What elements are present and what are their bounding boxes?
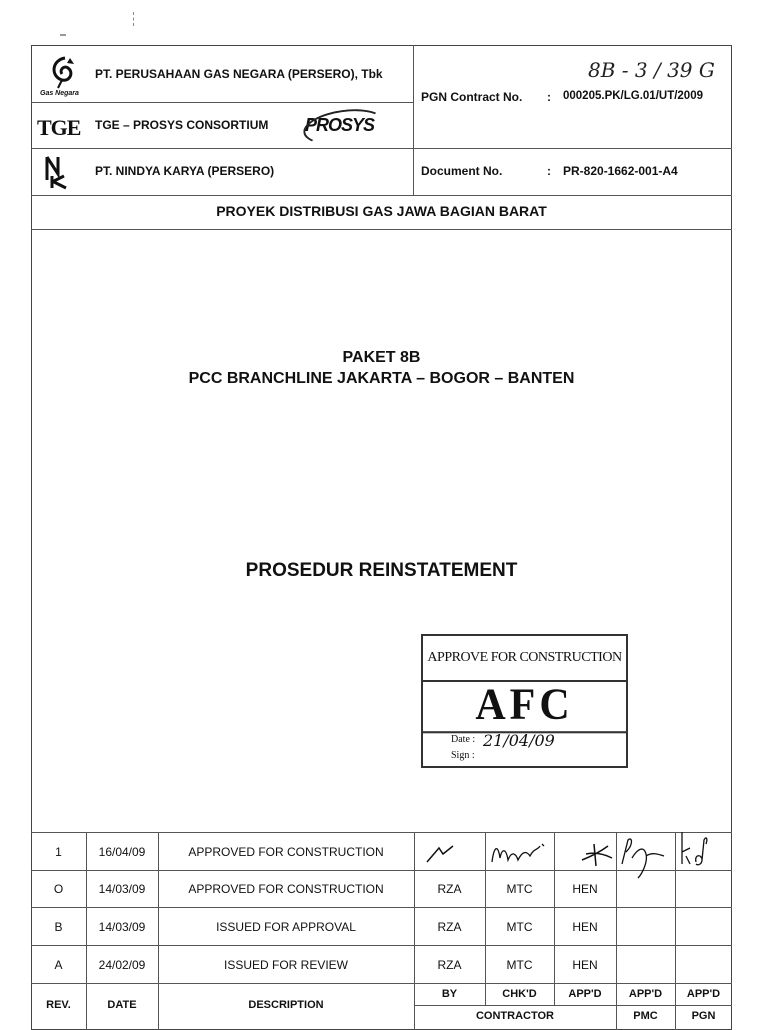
pgn-logo-text: Gas Negara [40,90,79,97]
checked-cell: MTC [506,882,533,896]
contract-separator: : [547,90,551,104]
rev-cell: 1 [55,845,62,859]
date-cell: 14/03/09 [98,882,146,896]
scan-mark [60,34,66,36]
divider [31,195,732,196]
rev-col-line [485,832,486,1005]
rev-table-top [31,832,732,833]
company-pgn: PT. PERUSAHAAN GAS NEGARA (PERSERO), Tbk [95,67,383,81]
description-cell: ISSUED FOR APPROVAL [216,920,356,934]
rev-cell: A [54,958,63,972]
divider [413,45,414,195]
contract-number: 000205.PK/LG.01/UT/2009 [563,90,703,102]
divider [31,229,732,230]
tge-logo: TGE [37,115,81,140]
pgn-logo [40,54,90,100]
by-cell: RZA [437,882,462,896]
rev-row-line [31,945,732,946]
checked-cell: MTC [506,920,533,934]
rev-row-line [31,983,732,984]
rev-cell: O [53,882,64,896]
project-title: PROYEK DISTRIBUSI GAS JAWA BAGIAN BARAT [216,203,547,219]
by-cell: RZA [437,920,462,934]
approved-pgn-header: APP'D [686,988,721,1000]
company-tge-prosys: TGE – PROSYS CONSORTIUM [95,118,269,132]
by-cell: RZA [437,958,462,972]
rev-col-line [554,832,555,1005]
prosys-logo: PROSYS [305,115,375,135]
description-cell: ISSUED FOR REVIEW [223,958,348,972]
date-header: DATE [107,999,137,1011]
contractor-header: CONTRACTOR [475,1010,554,1022]
rev-subheader-line [414,1005,732,1006]
stamp-heading: APPROVE FOR CONSTRUCTION [423,636,626,682]
afc-stamp [421,634,628,768]
description-header: DESCRIPTION [248,999,324,1011]
signature [490,838,550,873]
rev-row-line [31,907,732,908]
divider [31,148,732,149]
rev-cell: B [54,920,63,934]
document-title: PROSEDUR REINSTATEMENT [245,560,518,581]
approved-pmc-header: APP'D [628,988,663,1000]
stamp-code: AFC [423,679,626,734]
approved-cell: HEN [572,958,598,972]
document-label: Document No. [421,164,503,178]
checked-cell: MTC [506,958,533,972]
package-name: PAKET 8B [342,349,421,366]
document-separator: : [547,164,551,178]
stamp-date-value: 21/04/09 [483,731,555,750]
rev-header: REV. [46,999,71,1011]
approved-header: APP'D [568,988,602,1000]
nindya-karya-logo [44,154,74,190]
checked-header: CHK'D [502,988,537,1000]
description-cell: APPROVED FOR CONSTRUCTION [188,845,384,859]
signature [425,840,475,871]
company-nindya-karya: PT. NINDYA KARYA (PERSERO) [95,164,275,178]
stamp-sign-label: Sign : [451,750,475,761]
divider [31,102,413,103]
date-cell: 24/02/09 [98,958,146,972]
signature [676,828,716,877]
document-number: PR-820-1662-001-A4 [563,164,678,178]
stamp-date-label: Date : [451,734,476,745]
scan-mark [133,12,135,26]
contract-label: PGN Contract No. [421,90,523,104]
pgn-header: PGN [691,1010,716,1022]
date-cell: 16/04/09 [98,845,146,859]
approved-cell: HEN [572,920,598,934]
by-header: BY [441,988,458,1000]
pmc-header: PMC [633,1010,658,1022]
signature [578,838,618,873]
package-route: PCC BRANCHLINE JAKARTA – BOGOR – BANTEN [188,370,575,387]
description-cell: APPROVED FOR CONSTRUCTION [188,882,384,896]
handwritten-reference: 8B - 3 / 39 G [588,58,715,82]
signature [618,834,678,885]
approved-cell: HEN [572,882,598,896]
date-cell: 14/03/09 [98,920,146,934]
